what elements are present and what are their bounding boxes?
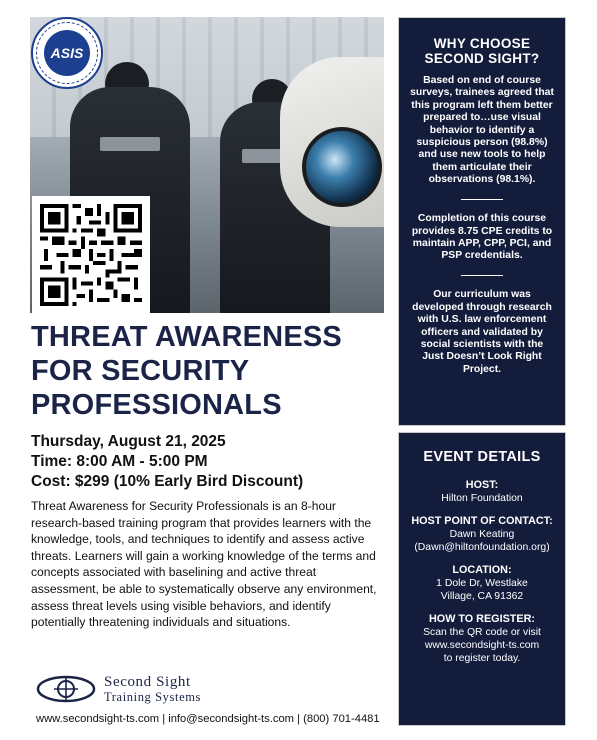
event-cost: Cost: $299 (10% Early Bird Discount) (31, 473, 304, 490)
company-logo (36, 672, 266, 708)
register-value (407, 626, 557, 665)
officer-patch (100, 137, 160, 151)
why-curriculum-text: Our curriculum was developed through research with U.S. law enforcement officers and validated by social scientists with the Just Doesn’t Look Right Project. (412, 289, 552, 375)
event-time: Time: 8:00 AM - 5:00 PM (31, 453, 208, 470)
why-heading: WHY CHOOSE SECOND SIGHT? (424, 36, 540, 66)
why-cpe-text: Completion of this course provides 8.75 CPE credits to maintain APP, CPP, PCI, and PSP credentials. (411, 213, 553, 262)
register-instruction: to register today. (443, 653, 521, 664)
register-label: HOW TO REGISTER: (429, 613, 535, 625)
title-line: PROFESSIONALS (31, 389, 282, 421)
host-value: Hilton Foundation (441, 493, 523, 504)
divider (461, 199, 503, 201)
host-label: HOST: (465, 479, 499, 491)
seal-ring (36, 22, 98, 84)
register-url-link[interactable]: www.secondsight-ts.com (424, 640, 540, 651)
course-description: Threat Awareness for Security Professionals is an 8-hour research-based training program that provides learners with the knowledge, tools, and techniques to identify and assess active threats. Learners will gain a working knowledge of the terms and concepts associated with baselining and active threat assessment, be able to systematically observe any environment, assess threat levels using visible behaviors, and identify potentially threatening individuals and situations. (31, 499, 377, 630)
location-line: 1 Dole Dr, Westlake (436, 578, 528, 589)
location-label: LOCATION: (452, 564, 512, 576)
title-line: THREAT AWARENESS (31, 321, 342, 353)
contact-label: HOST POINT OF CONTACT: (411, 515, 553, 527)
divider (461, 275, 503, 277)
logo-subname: Training Systems (104, 690, 202, 704)
why-choose-panel (398, 17, 566, 426)
asis-seal-icon (31, 17, 103, 89)
title-line: FOR SECURITY (31, 355, 250, 387)
page-title (31, 320, 391, 422)
seal-label: ASIS (44, 30, 90, 76)
eye-logo-icon (36, 675, 96, 703)
logo-name: Second Sight (104, 674, 191, 690)
camera-lens (302, 127, 382, 207)
why-survey-text: Based on end of course surveys, trainees agreed that this program left them better prepared to…use visual behavior to identify a suspicious person (98.8%) and use new tools to help them articulate their observations (98.1%). (410, 75, 554, 186)
event-date: Thursday, August 21, 2025 (31, 433, 226, 450)
contact-details (407, 528, 557, 554)
event-details-panel (398, 432, 566, 726)
event-heading: EVENT DETAILS (423, 449, 541, 465)
register-instruction: Scan the QR code or visit (423, 627, 541, 638)
event-meta (31, 432, 391, 492)
contact-name: Dawn Keating (449, 529, 515, 540)
footer-contact: www.secondsight-ts.com | info@secondsight-ts.com | (800) 701-4481 (36, 713, 380, 725)
qr-code[interactable] (32, 196, 150, 314)
qr-code-icon (40, 204, 142, 306)
contact-email[interactable]: (Dawn@hiltonfoundation.org) (414, 542, 550, 553)
location-value (407, 577, 557, 603)
location-line: Village, CA 91362 (440, 591, 524, 602)
